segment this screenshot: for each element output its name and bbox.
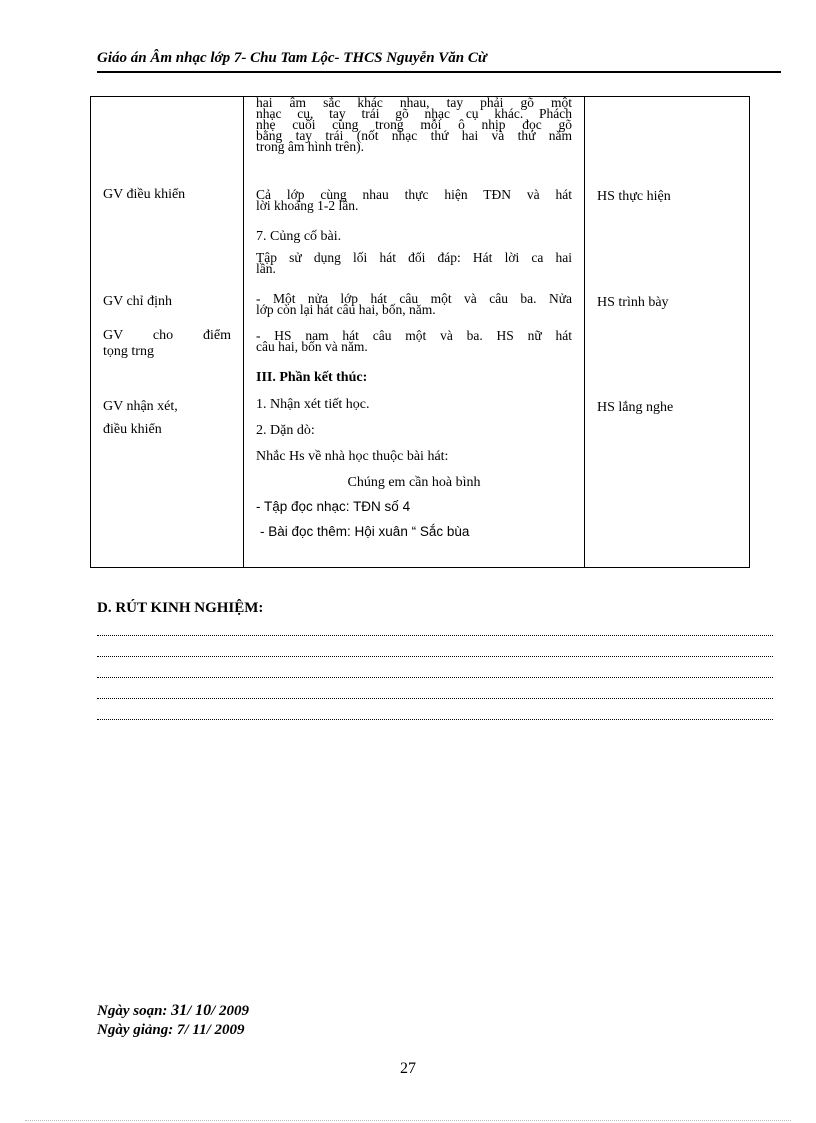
content-paragraph: hai âm sắc khác nhau, tay phải gõ một nhạc cụ, tay trái gõ nhạc cụ khác. Phách nhẹ cuối cùng trong mỗi ô nhịp đọc gõ bằng tay trái (nốt nhạc thứ hai và thứ năm trong âm hình trên).: [256, 95, 572, 154]
content-paragraph: Nhắc Hs về nhà học thuộc bài hát:: [256, 449, 449, 464]
teaching-date: Ngày giảng: 7/ 11/ 2009: [97, 1022, 245, 1038]
teacher-column: [91, 97, 244, 568]
dotted-line: [97, 656, 773, 657]
student-note: HS thực hiện: [597, 189, 671, 204]
content-paragraph: 7. Củng cố bài.: [256, 229, 342, 244]
header-rule: [97, 71, 781, 73]
content-column: [244, 97, 585, 568]
song-title: Chúng em cần hoà bình: [347, 475, 481, 490]
teacher-note: GV điều khiển: [103, 187, 186, 202]
dotted-line: [97, 635, 773, 636]
preparation-date: Ngày soạn: 31/ 10/ 2009: [97, 1002, 250, 1019]
content-paragraph: - Bài đọc thêm: Hội xuân “ Sắc bùa: [260, 524, 470, 539]
teacher-note: tọng trng: [103, 344, 154, 359]
content-paragraph: Cả lớp cùng nhau thực hiện TĐN và hát lời khoảng 1-2 lần.: [256, 187, 572, 213]
table-row: [91, 97, 750, 568]
student-note: HS trình bày: [597, 295, 669, 310]
teacher-note: GV chỉ định: [103, 294, 172, 309]
bottom-rule: [25, 1120, 791, 1121]
content-paragraph: - Một nửa lớp hát câu một và câu ba. Nửa lớp còn lại hát câu hai, bốn, năm.: [256, 291, 572, 317]
page-number: 27: [400, 1060, 416, 1077]
page-header: Giáo án Âm nhạc lớp 7- Chu Tam Lộc- THCS Nguyễn Văn Cừ: [97, 50, 487, 66]
dotted-line: [97, 677, 773, 678]
section-heading: III. Phần kết thúc:: [256, 370, 368, 385]
lesson-table: [90, 96, 750, 568]
content-paragraph: - Tập đọc nhạc: TĐN số 4: [256, 499, 411, 514]
content-paragraph: Tập sử dụng lối hát đối đáp: Hát lời ca hai lần.: [256, 250, 572, 276]
student-column: [585, 97, 750, 568]
content-paragraph: 1. Nhận xét tiết học.: [256, 397, 370, 412]
teacher-note: điều khiển: [103, 422, 162, 437]
teacher-note: GV cho điểm: [103, 328, 231, 343]
student-note: HS lắng nghe: [597, 400, 674, 415]
content-paragraph: - HS nam hát câu một và ba. HS nữ hát câu hai, bốn và năm.: [256, 328, 572, 354]
dotted-line: [97, 719, 773, 720]
dotted-line: [97, 698, 773, 699]
section-title: D. RÚT KINH NGHIỆM:: [97, 600, 264, 616]
content-paragraph: 2. Dặn dò:: [256, 423, 315, 438]
teacher-note: GV nhận xét,: [103, 399, 178, 414]
